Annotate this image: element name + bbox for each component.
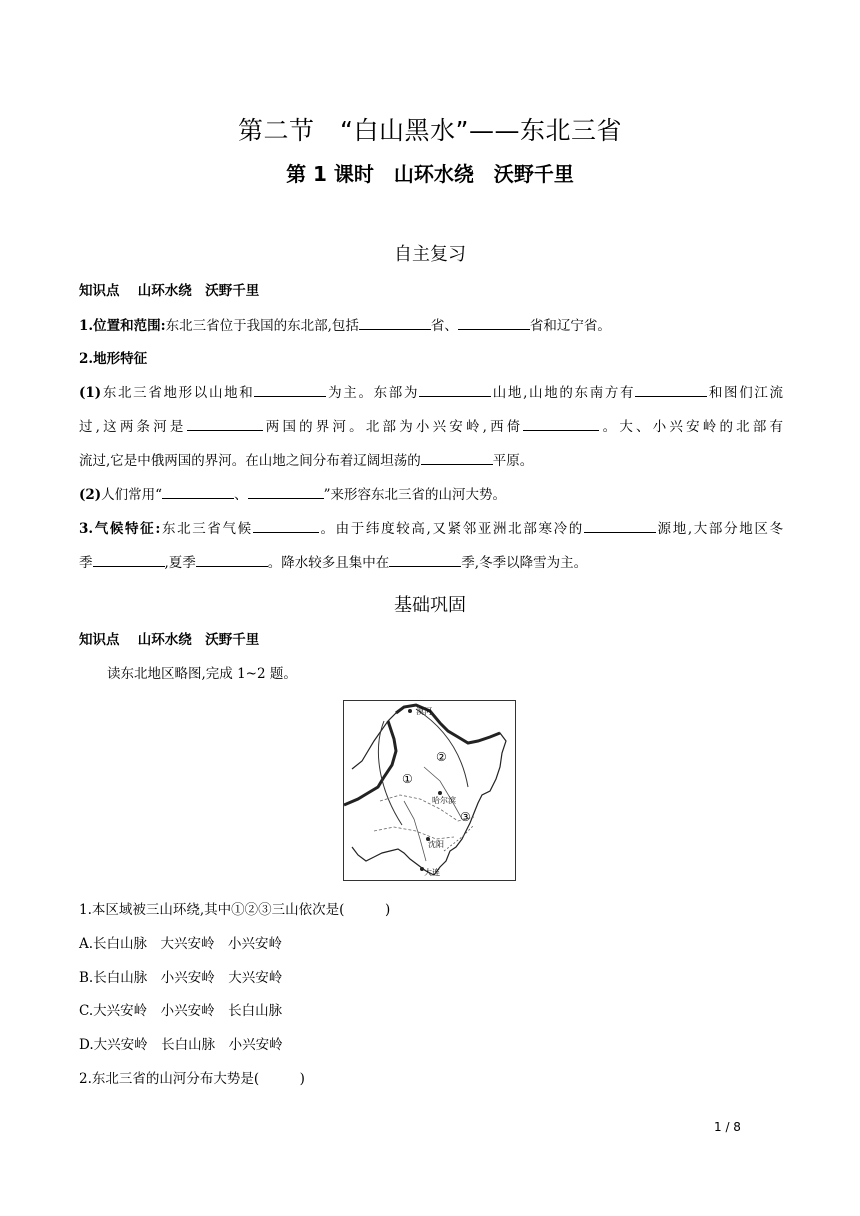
blank[interactable] (419, 382, 491, 397)
blank[interactable] (253, 518, 319, 533)
blank[interactable] (523, 416, 599, 431)
map-graphic (344, 701, 515, 880)
map-instruction: 读东北地区略图,完成 1~2 题。 (107, 666, 297, 682)
review-question-2-line-4: (2)人们常用“ 、 ”来形容东北三省的山河大势。 (79, 484, 783, 505)
label-mountain-2: ② (436, 750, 447, 764)
blank[interactable] (93, 552, 165, 567)
option-d[interactable]: D.大兴安岭 长白山脉 小兴安岭 (79, 1037, 283, 1053)
option-a[interactable]: A.长白山脉 大兴安岭 小兴安岭 (79, 936, 283, 952)
label-harbin: 哈尔滨 (432, 796, 456, 805)
blank[interactable] (584, 518, 656, 533)
blank[interactable] (254, 382, 326, 397)
label-mountain-1: ① (402, 772, 413, 786)
blank[interactable] (162, 484, 234, 499)
blank[interactable] (187, 416, 263, 431)
city-marker (438, 791, 442, 795)
blank[interactable] (458, 315, 530, 330)
question-2: 2.东北三省的山河分布大势是( ) (79, 1071, 305, 1087)
province-boundary (374, 827, 454, 839)
label-mountain-3: ③ (460, 810, 471, 824)
review-question-2-line-2: 过,这两条河是 两国的界河。北部为小兴安岭,西倚 。大、小兴安岭的北部有 (79, 416, 783, 437)
review-question-2-line-3: 流过,它是中俄两国的界河。在山地之间分布着辽阔坦荡的 平原。 (79, 450, 783, 471)
blank[interactable] (196, 552, 268, 567)
blank[interactable] (635, 382, 707, 397)
page-number: 1 / 8 (714, 1120, 741, 1134)
question-1: 1.本区域被三山环绕,其中①②③三山依次是( ) (79, 902, 391, 918)
review-question-1: 1.位置和范围:东北三省位于我国的东北部,包括 省、 省和辽宁省。 (79, 315, 783, 336)
northeast-map (343, 700, 516, 881)
blank[interactable] (421, 450, 493, 465)
knowledge-point-practice: 知识点 山环水绕 沃野千里 (79, 632, 260, 648)
section-heading-practice: 基础巩固 (394, 595, 466, 616)
review-question-2-line-1: (1)东北三省地形以山地和 为主。东部为 山地,山地的东南方有 和图们江流 (79, 382, 783, 403)
review-question-3-line-2: 季 ,夏季 。降水较多且集中在 季,冬季以降雪为主。 (79, 552, 783, 573)
label-dalian: 大连 (424, 868, 440, 877)
review-question-3-line-1: 3.气候特征:东北三省气候 。由于纬度较高,又紧邻亚洲北部寒冷的 源地,大部分地区冬 (79, 518, 783, 539)
section-heading-review: 自主复习 (394, 244, 466, 265)
review-question-2-label: 2.地形特征 (79, 351, 148, 367)
city-marker (408, 709, 412, 713)
knowledge-point-review: 知识点 山环水绕 沃野千里 (79, 283, 260, 299)
blank[interactable] (248, 484, 324, 499)
label-mohe: 漠河 (416, 707, 432, 716)
mountain-arc-2 (416, 709, 468, 787)
page-title: 第二节 “白山黑水”——东北三省 (238, 116, 622, 145)
page-subtitle: 第 1 课时 山环水绕 沃野千里 (286, 162, 574, 186)
label-shenyang: 沈阳 (428, 840, 444, 849)
blank[interactable] (389, 552, 461, 567)
option-b[interactable]: B.长白山脉 小兴安岭 大兴安岭 (79, 970, 283, 986)
option-c[interactable]: C.大兴安岭 小兴安岭 长白山脉 (79, 1003, 283, 1019)
mountain-arc-1 (378, 721, 402, 825)
blank[interactable] (359, 315, 431, 330)
western-border (344, 721, 396, 805)
